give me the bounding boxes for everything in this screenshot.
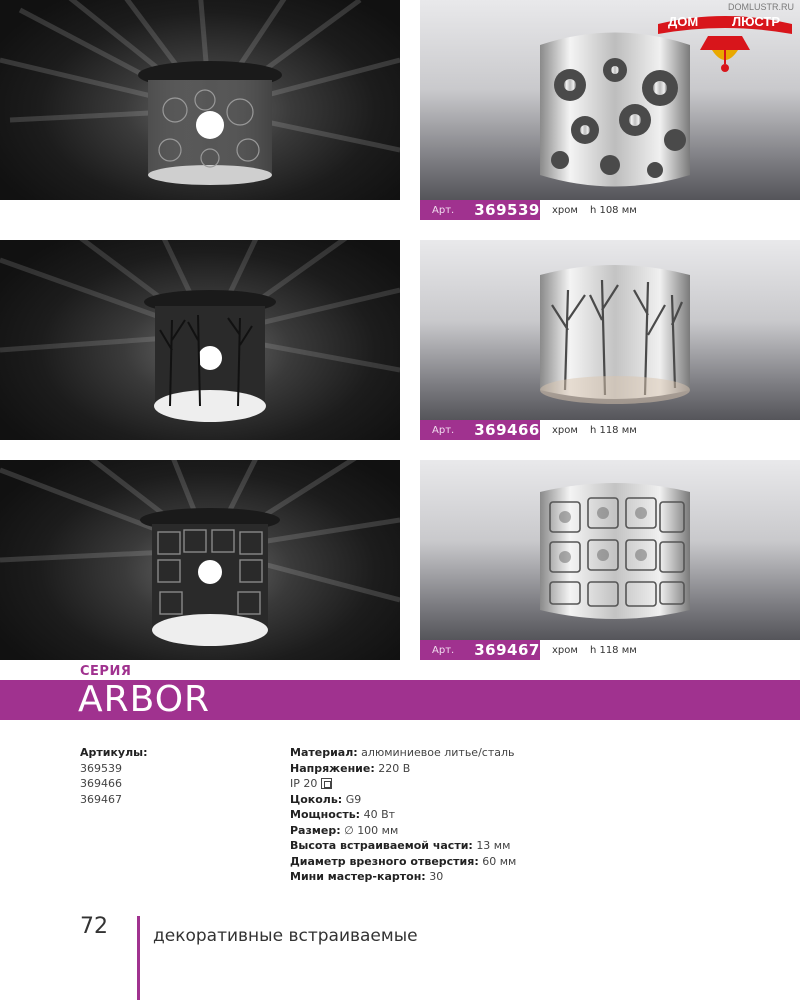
article-item: 369467 xyxy=(80,792,122,806)
spec-power: Мощность: 40 Вт xyxy=(290,808,396,821)
article-number: 369539 xyxy=(474,201,540,219)
shade-squares-illustration xyxy=(420,460,800,640)
lit-lamp-illustration xyxy=(0,460,400,660)
height-text: h 118 мм xyxy=(589,424,637,436)
lit-lamp-photo xyxy=(0,460,400,660)
product-photo xyxy=(420,460,800,640)
logo-word-right: ЛЮСТР xyxy=(732,14,781,29)
logo-word-left: ДОМ xyxy=(668,14,699,29)
footer-divider xyxy=(137,916,140,1000)
article-bar xyxy=(420,640,800,660)
article-number: 369466 xyxy=(474,421,540,439)
shade-trees-illustration xyxy=(420,240,800,420)
product-row-369467 xyxy=(0,460,800,660)
lit-lamp-illustration xyxy=(0,240,400,440)
article-badge xyxy=(420,420,540,440)
article-badge xyxy=(420,640,540,660)
spec-ip: IP 20 xyxy=(290,776,516,792)
spec-socket: Цоколь: G9 xyxy=(290,792,362,806)
lit-lamp-illustration xyxy=(0,0,400,200)
lit-lamp-photo xyxy=(0,240,400,440)
spec-master-carton: Мини мастер-картон: 30 xyxy=(290,870,444,883)
series-name: ARBOR xyxy=(78,679,211,720)
article-label: Арт. xyxy=(432,424,455,436)
articles-list xyxy=(80,745,148,807)
spec-cutout-diameter: Диаметр врезного отверстия: 60 мм xyxy=(290,854,517,868)
spec-material: Материал: алюминиевое литье/сталь xyxy=(290,746,515,759)
product-photo xyxy=(420,240,800,420)
specifications xyxy=(290,745,516,885)
article-label: Арт. xyxy=(432,644,455,656)
lit-lamp-photo xyxy=(0,0,400,200)
article-number: 369467 xyxy=(474,641,540,659)
page-number: 72 xyxy=(80,914,108,939)
product-row-369466 xyxy=(0,240,800,440)
finish-text: хром xyxy=(552,204,578,216)
spec-voltage: Напряжение: 220 В xyxy=(290,761,411,775)
series-label: СЕРИЯ xyxy=(80,664,132,679)
height-text: h 118 мм xyxy=(589,644,637,656)
double-insulation-icon xyxy=(321,778,332,789)
article-bar xyxy=(420,200,800,220)
article-label: Арт. xyxy=(432,204,455,216)
article-badge xyxy=(420,200,540,220)
spec-size: Размер: ∅ 100 мм xyxy=(290,823,399,837)
logo-url[interactable]: DOMLUSTR.RU xyxy=(727,2,794,12)
finish-text: хром xyxy=(552,424,578,436)
height-text: h 108 мм xyxy=(589,204,637,216)
article-bar xyxy=(420,420,800,440)
spec-built-in-height: Высота встраиваемой части: 13 мм xyxy=(290,839,511,852)
section-title: декоративные встраиваемые xyxy=(153,926,418,946)
articles-heading: Артикулы: xyxy=(80,746,148,759)
brand-logo[interactable] xyxy=(650,0,800,90)
article-item: 369466 xyxy=(80,777,122,790)
article-item: 369539 xyxy=(80,761,122,775)
finish-text: хром xyxy=(552,644,578,656)
